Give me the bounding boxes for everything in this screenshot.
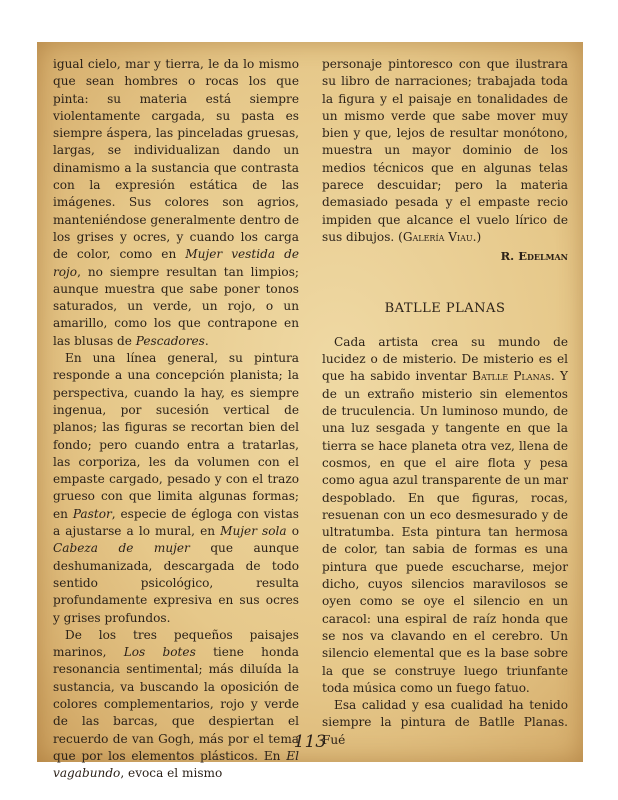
page-number: 113 — [293, 732, 327, 752]
paragraph: Cada artista crea su mundo de lucidez o de misterio. De misterio es el que ha sabido inventar Batlle Planas. Y de un extraño misterio sin elementos de truculencia. Un luminoso mundo, de una luz sesgada y tangente en que la tierra se hace planeta otra vez, llena de cosmos, en que el aire flota y pesa como agua azul transparente de un mar despoblado. En que figuras, rocas, resuenan con un eco desmesurado y de ultratumba. Esta pintura tan hermosa de color, tan sabia de formas es una pintura que puede escucharse, mejor dicho, cuyos silencios maravilosos se oyen como se oye el silencio en un caracol: una espiral de raíz honda que se nos va clavando en el cerebro. Un silencio elemental que es la base sobre la que se construye luego triunfante toda música como un fuego fatuo. — [322, 334, 569, 695]
paragraph: De los tres pequeños paisajes marinos, Los botes tiene honda resonancia sentimental; más diluída la sustancia, va buscando la oposición de colores complementarios, rojo y verde de las barcas, que despiertan el recuerdo de van Gogh, más por el tema que por los elementos plásticos. En El vagabundo, evoca el mismo — [53, 627, 299, 781]
left-column — [53, 56, 299, 782]
paragraph: Esa calidad y esa cualidad ha tenido siempre la pintura de Batlle Planas. Fué — [322, 698, 568, 747]
paragraph: igual cielo, mar y tierra, le da lo mismo que sean hombres o rocas los que pinta: su materia está siempre violentamente cargada, su pasta es siempre áspera, las pinceladas gruesas, largas, se individualizan dando un dinamismo a la sustancia que contrasta con la expresión estática de las imágenes. Sus colores son agrios, manteniéndose generalmente dentro de los grises y ocres, y cuando los carga de color, como en Mujer vestida de rojo, no siempre resultan tan limpios; aunque muestra que sabe poner tonos saturados, un verde, un rojo, o un amarillo, como los que contrapone en las blusas de Pescadores. — [53, 57, 299, 348]
book-page — [37, 42, 583, 781]
author-signature: R. Edelman — [500, 249, 568, 264]
section-heading: BATLLE PLANAS — [384, 300, 506, 316]
paragraph: personaje pintoresco con que ilustrara su libro de narraciones; trabajada toda la figura y el paisaje en tonalidades de un mismo verde que sabe mover muy bien y que, lejos de resultar monótono, muestra un mayor dominio de los medios técnicos que en algunas telas parece descuidar; pero la materia demasiado pesada y el empaste recio impiden que alcance el vuelo lírico de sus dibujos. (Galería Viau.) — [322, 57, 568, 244]
paragraph: En una línea general, su pintura responde a una concepción planista; la perspectiva, cuando la hay, es siempre ingenua, por sucesión vertical de planos; las figuras se recortan bien del fondo; pero cuando entra a tratarlas, las corporiza, les da volumen con el empaste cargado, pesado y con el trazo grueso con que limita algunas formas; en Pastor, especie de égloga con vistas a ajustarse a lo mural, en Mujer sola o Cabeza de mujer que aunque deshumanizada, descargada de todo sentido psicológico, resulta profundamente expresiva en sus ocres y grises profundos. — [53, 351, 299, 625]
right-column — [322, 56, 568, 749]
